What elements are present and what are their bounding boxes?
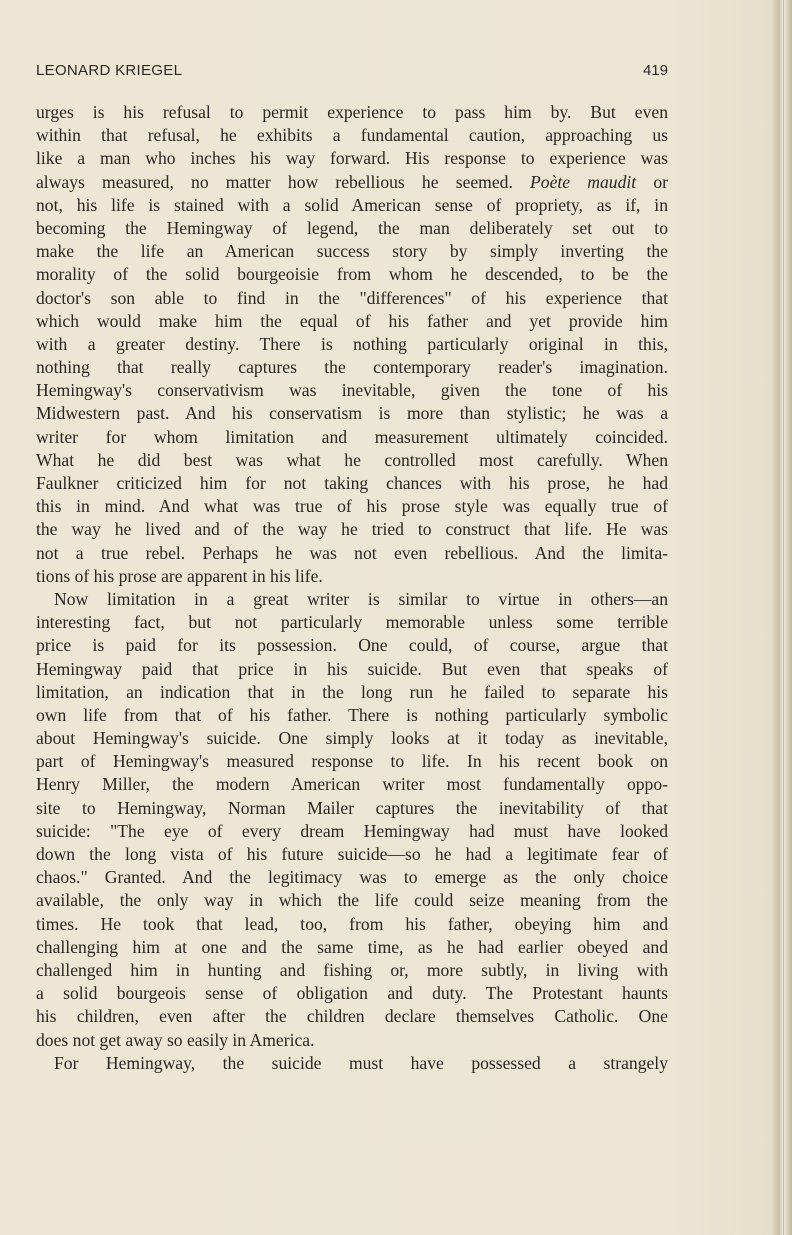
text-line: Henry Miller, the modern American writer most fundamentally oppo- [36, 774, 668, 795]
text-line: challenged him in hunting and fishing or, more subtly, in living with [36, 959, 668, 980]
text-line: urges is his refusal to permit experience to pass him by. But even [36, 102, 668, 122]
text-line: suicide: "The eye of every dream Hemingway had must have looked [36, 820, 668, 841]
running-head: LEONARD KRIEGEL [36, 62, 183, 79]
text-line: his children, even after the children declare themselves Catholic. One [36, 1006, 668, 1027]
text-line: within that refusal, he exhibits a fundamental caution, approaching us [36, 125, 668, 146]
text-line: price is paid for its possession. One could, of course, argue that [36, 635, 668, 656]
text-line: limitation, an indication that in the long run he failed to separate his [36, 681, 668, 702]
page-header [36, 62, 668, 82]
text-line: not a true rebel. Perhaps he was not even rebellious. And the limita- [36, 542, 668, 563]
text-line: always measured, no matter how rebellious he seemed. Poète maudit or [36, 171, 668, 192]
text-line: For Hemingway, the suicide must have possessed a strangely [54, 1052, 668, 1073]
text-line: make the life an American success story by simply inverting the [36, 241, 668, 262]
text-line: morality of the solid bourgeoisie from whom he descended, to be the [36, 264, 668, 285]
text-line: a solid bourgeois sense of obligation and duty. The Protestant haunts [36, 983, 668, 1004]
text-line: like a man who inches his way forward. His response to experience was [36, 148, 668, 169]
text-line: which would make him the equal of his father and yet provide him [36, 310, 668, 331]
text-line: challenging him at one and the same time, as he had earlier obeyed and [36, 936, 668, 957]
body-text [36, 101, 668, 1075]
text-line: the way he lived and of the way he tried to construct that life. He was [36, 519, 668, 540]
text-line: this in mind. And what was true of his prose style was equally true of [36, 496, 668, 517]
text-line: doctor's son able to find in the "differences" of his experience that [36, 287, 668, 308]
text-line: available, the only way in which the life could seize meaning from the [36, 890, 668, 911]
text-line: nothing that really captures the contemporary reader's imagination. [36, 357, 668, 378]
text-line: times. He took that lead, too, from his father, obeying him and [36, 913, 668, 934]
text-line: does not get away so easily in America. [36, 1029, 315, 1050]
book-gutter [772, 0, 792, 1235]
text-line: interesting fact, but not particularly memorable unless some terrible [36, 612, 668, 633]
text-line: site to Hemingway, Norman Mailer captures the inevitability of that [36, 797, 668, 818]
text-line: down the long vista of his future suicide—so he had a legitimate fear of [36, 844, 668, 864]
text-line: Midwestern past. And his conservatism is more than stylistic; he was a [36, 403, 668, 424]
text-line: with a greater destiny. There is nothing particularly original in this, [36, 333, 668, 354]
text-line: tions of his prose are apparent in his life. [36, 565, 323, 586]
text-line: own life from that of his father. There is nothing particularly symbolic [36, 704, 668, 725]
text-line: Faulkner criticized him for not taking chances with his prose, he had [36, 473, 668, 493]
gutter-shadow-line [783, 0, 784, 1235]
page-number: 419 [642, 62, 668, 79]
text-line: about Hemingway's suicide. One simply looks at it today as inevitable, [36, 728, 668, 749]
text-line: Hemingway paid that price in his suicide. But even that speaks of [36, 658, 668, 679]
text-line: Hemingway's conservativism was inevitable, given the tone of his [36, 380, 668, 401]
text-line: writer for whom limitation and measurement ultimately coincided. [36, 426, 668, 447]
italic-phrase: Poète maudit [530, 171, 637, 192]
text-line: not, his life is stained with a solid American sense of propriety, as if, in [36, 194, 668, 215]
text-line: becoming the Hemingway of legend, the man deliberately set out to [36, 217, 668, 238]
text-line: chaos." Granted. And the legitimacy was to emerge as the only choice [36, 867, 668, 888]
text-line: Now limitation in a great writer is similar to virtue in others—an [54, 588, 668, 609]
text-line: What he did best was what he controlled most carefully. When [36, 449, 668, 470]
text-line: part of Hemingway's measured response to life. In his recent book on [36, 751, 668, 772]
